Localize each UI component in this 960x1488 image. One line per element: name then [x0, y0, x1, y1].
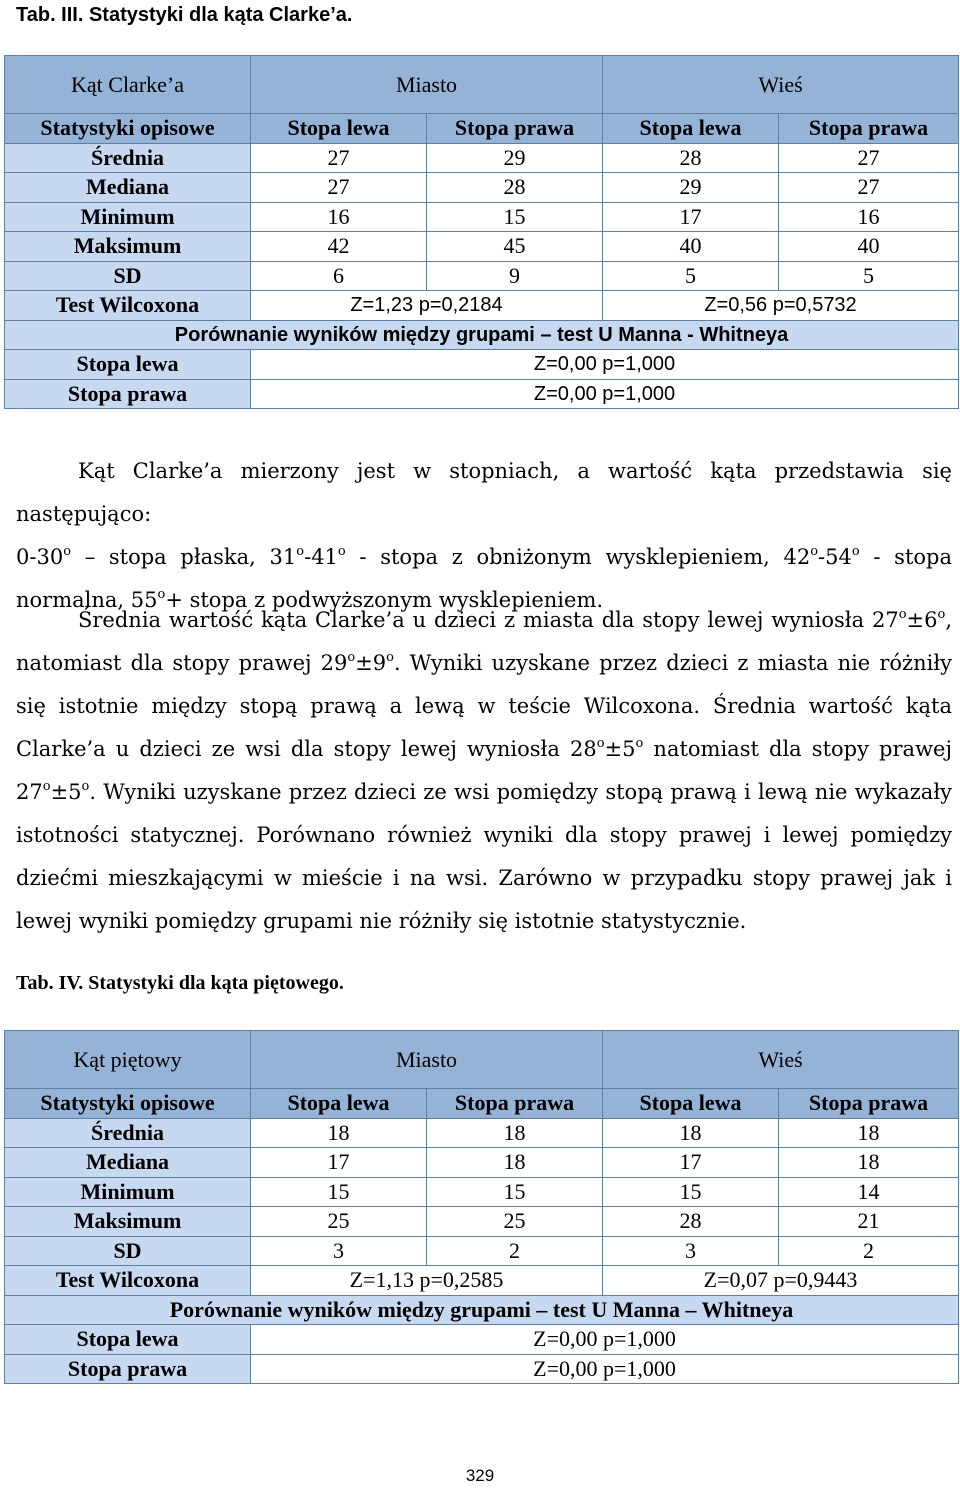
table-cell: 27: [251, 143, 427, 173]
comparison-title-row: [5, 1295, 959, 1325]
table-row-comparison: [5, 379, 959, 409]
text-run: Średnia wartość kąta Clarke’a u dzieci z miasta dla stopy lewej wyniosła 27: [78, 608, 899, 632]
table3-caption: Tab. III. Statystyki dla kąta Clarke’a.: [16, 4, 353, 26]
table-cell: 27: [779, 173, 959, 203]
text-run: -54: [818, 545, 852, 569]
row-label: Minimum: [5, 1177, 251, 1207]
comparison-value-cell: Z=0,00 p=1,000: [251, 379, 959, 409]
table-subheader-row: [5, 114, 959, 144]
table-cell: 6: [251, 261, 427, 291]
table-row-comparison: [5, 350, 959, 380]
subheader-cell: Stopa lewa: [251, 1089, 427, 1119]
table-cell: 17: [251, 1148, 427, 1178]
row-label: Średnia: [5, 1118, 251, 1148]
table-row: [5, 232, 959, 262]
degree-mark: o: [596, 736, 605, 751]
wilcoxon-village-cell: Z=0,07 p=0,9443: [603, 1266, 959, 1296]
text-run: -41: [304, 545, 338, 569]
row-label: Maksimum: [5, 232, 251, 262]
table-cell: 25: [427, 1207, 603, 1237]
table-cell: 28: [603, 143, 779, 173]
table-cell: 15: [427, 202, 603, 232]
header-cell-village: Wieś: [603, 56, 959, 114]
degree-mark: o: [810, 544, 819, 559]
degree-mark: o: [347, 650, 356, 665]
table-cell: 40: [603, 232, 779, 262]
table4-caption: Tab. IV. Statystyki dla kąta piętowego.: [16, 972, 344, 994]
table-cell: 18: [779, 1118, 959, 1148]
table-cell: 16: [251, 202, 427, 232]
table-cell: 15: [251, 1177, 427, 1207]
degree-mark: o: [937, 607, 946, 622]
degree-mark: o: [42, 779, 51, 794]
table-cell: 17: [603, 202, 779, 232]
table-cell: 2: [779, 1236, 959, 1266]
row-label: Mediana: [5, 1148, 251, 1178]
table-cell: 28: [427, 173, 603, 203]
degree-mark: o: [851, 544, 860, 559]
text-run: natomiast dla stopy prawej 27: [16, 737, 952, 804]
table-cell: 29: [603, 173, 779, 203]
header-cell: Kąt piętowy: [5, 1031, 251, 1089]
subheader-cell: Stopa prawa: [779, 114, 959, 144]
text-run: 0-30: [16, 545, 64, 569]
table-cell: 18: [251, 1118, 427, 1148]
degree-mark: o: [63, 544, 72, 559]
wilcoxon-village-cell: Z=0,56 p=0,5732: [603, 291, 959, 321]
table-clarke-angle: [4, 55, 959, 409]
wilcoxon-city-cell: Z=1,13 p=0,2585: [251, 1266, 603, 1296]
degree-mark: o: [898, 607, 907, 622]
page-number: 329: [465, 1466, 495, 1485]
table-cell: 18: [427, 1148, 603, 1178]
table-header-row: [5, 1031, 959, 1089]
table-cell: 5: [603, 261, 779, 291]
table-cell: 16: [779, 202, 959, 232]
table-cell: 14: [779, 1177, 959, 1207]
table-row: [5, 261, 959, 291]
table-row: [5, 1236, 959, 1266]
header-cell-city: Miasto: [251, 1031, 603, 1089]
comparison-title: Porównanie wyników między grupami – test U Manna – Whitneya: [5, 1295, 959, 1325]
subheader-cell: Stopa lewa: [603, 1089, 779, 1119]
text-run: . Wyniki uzyskane przez dzieci ze wsi pomiędzy stopą prawą i lewą nie wykazały istotności statycznej. Porównano również wyniki dla stopy prawej i lewej pomiędzy dziećmi mieszkającymi w mieście i na wsi. Zarówno w przypadku stopy prawej jak i lewej wyniki pomiędzy grupami nie różniły się istotnie statystycznie.: [16, 780, 952, 933]
table-row: [5, 1118, 959, 1148]
text-run: + stopa z podwyższonym wysklepieniem.: [165, 588, 604, 612]
text-run: ±5: [50, 780, 82, 804]
table-cell: 42: [251, 232, 427, 262]
subheader-cell: Statystyki opisowe: [5, 114, 251, 144]
wilcoxon-city-cell: Z=1,23 p=0,2184: [251, 291, 603, 321]
text-run: ±9: [355, 651, 387, 675]
text-run: – stopa płaska, 31: [71, 545, 297, 569]
degree-mark: o: [635, 736, 644, 751]
paragraph-line: Kąt Clarke’a mierzony jest w stopniach, a wartość kąta przedstawia się następująco:: [16, 459, 952, 526]
table-row: [5, 202, 959, 232]
table-row-wilcoxon: [5, 291, 959, 321]
subheader-cell: Stopa lewa: [603, 114, 779, 144]
table-cell: 15: [427, 1177, 603, 1207]
table-cell: 28: [603, 1207, 779, 1237]
header-cell: Kąt Clarke’a: [5, 56, 251, 114]
table-cell: 25: [251, 1207, 427, 1237]
table-cell: 3: [603, 1236, 779, 1266]
degree-mark: o: [157, 587, 166, 602]
header-cell-city: Miasto: [251, 56, 603, 114]
paragraph-clarke-results: [16, 599, 952, 943]
text-run: - stopa z obniżonym wysklepieniem, 42: [345, 545, 811, 569]
row-label: Mediana: [5, 173, 251, 203]
comparison-title-row: [5, 320, 959, 350]
row-label: Stopa prawa: [5, 379, 251, 409]
table-subheader-row: [5, 1089, 959, 1119]
row-label: Maksimum: [5, 1207, 251, 1237]
subheader-cell: Stopa prawa: [427, 114, 603, 144]
table-cell: 17: [603, 1148, 779, 1178]
row-label: Średnia: [5, 143, 251, 173]
table-cell: 18: [603, 1118, 779, 1148]
table-cell: 45: [427, 232, 603, 262]
table-cell: 18: [779, 1148, 959, 1178]
table-row: [5, 1148, 959, 1178]
degree-mark: o: [81, 779, 90, 794]
comparison-value-cell: Z=0,00 p=1,000: [251, 1354, 959, 1384]
row-label: SD: [5, 261, 251, 291]
table-cell: 15: [603, 1177, 779, 1207]
table-row-wilcoxon: [5, 1266, 959, 1296]
table-row-comparison: [5, 1325, 959, 1355]
row-label: Test Wilcoxona: [5, 291, 251, 321]
table-cell: 9: [427, 261, 603, 291]
subheader-cell: Stopa prawa: [427, 1089, 603, 1119]
table-row: [5, 173, 959, 203]
comparison-value-cell: Z=0,00 p=1,000: [251, 1325, 959, 1355]
table-cell: 40: [779, 232, 959, 262]
row-label: Stopa lewa: [5, 350, 251, 380]
header-cell-village: Wieś: [603, 1031, 959, 1089]
paragraph-text: [16, 599, 952, 943]
text-run: - stopa normalna, 55: [16, 545, 952, 612]
degree-mark: o: [296, 544, 305, 559]
table-cell: 21: [779, 1207, 959, 1237]
table-row: [5, 1207, 959, 1237]
table-row: [5, 143, 959, 173]
text-run: ±6: [906, 608, 938, 632]
subheader-cell: Stopa lewa: [251, 114, 427, 144]
table-heel-angle: [4, 1030, 959, 1384]
subheader-cell: Stopa prawa: [779, 1089, 959, 1119]
text-run: , natomiast dla stopy prawej 29: [16, 608, 952, 675]
row-label: SD: [5, 1236, 251, 1266]
comparison-title: Porównanie wyników między grupami – test U Manna - Whitneya: [5, 320, 959, 350]
table-cell: 2: [427, 1236, 603, 1266]
text-run: . Wyniki uzyskane przez dzieci z miasta nie różniły się istotnie między stopą prawą a lewą w teście Wilcoxona. Średnia wartość kąta Clarke’a u dzieci ze wsi dla stopy lewej wyniosła 28: [16, 651, 952, 761]
row-label: Test Wilcoxona: [5, 1266, 251, 1296]
comparison-value-cell: Z=0,00 p=1,000: [251, 350, 959, 380]
text-run: ±5: [604, 737, 636, 761]
table-cell: 29: [427, 143, 603, 173]
table-cell: 27: [779, 143, 959, 173]
table-row-comparison: [5, 1354, 959, 1384]
table-cell: 18: [427, 1118, 603, 1148]
table-cell: 27: [251, 173, 427, 203]
row-label: Stopa prawa: [5, 1354, 251, 1384]
subheader-cell: Statystyki opisowe: [5, 1089, 251, 1119]
table-row: [5, 1177, 959, 1207]
row-label: Stopa lewa: [5, 1325, 251, 1355]
paragraph-clarke-definition: [16, 450, 952, 622]
degree-mark: o: [337, 544, 346, 559]
table-header-row: [5, 56, 959, 114]
row-label: Minimum: [5, 202, 251, 232]
table-cell: 3: [251, 1236, 427, 1266]
degree-mark: o: [386, 650, 394, 665]
table-cell: 5: [779, 261, 959, 291]
